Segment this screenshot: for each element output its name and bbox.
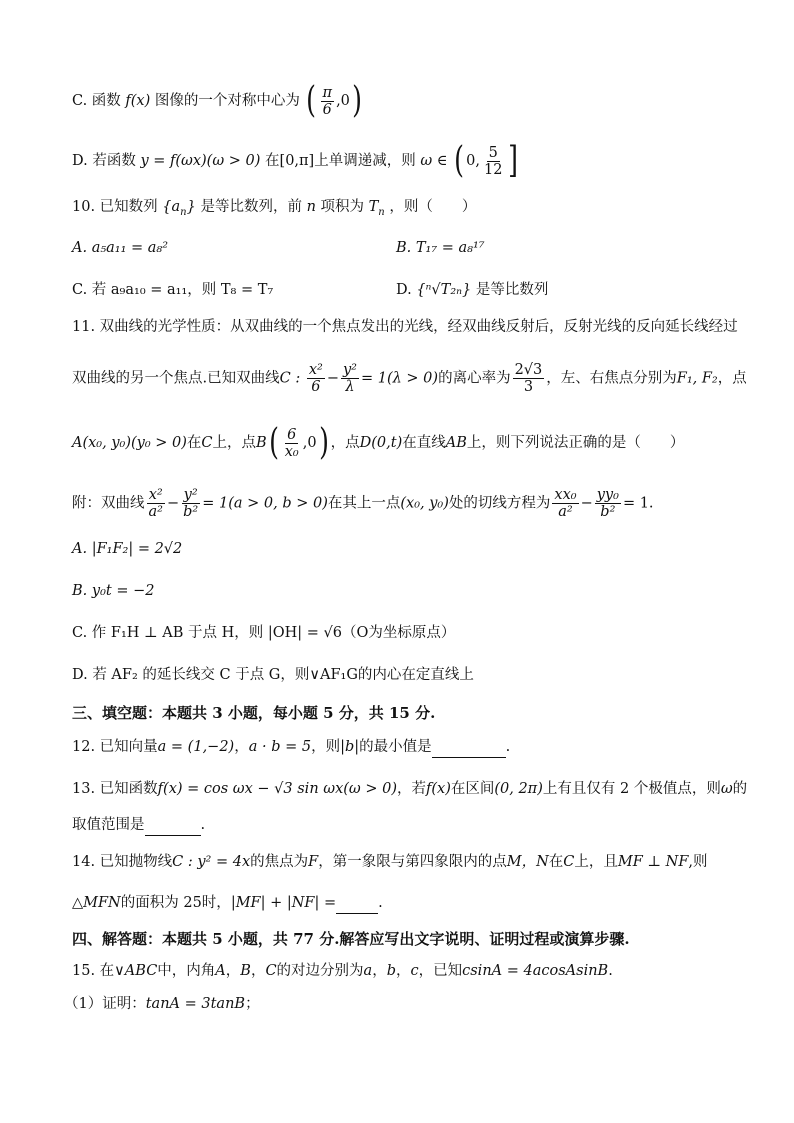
section-3-heading: 三、填空题：本题共 3 小题，每小题 5 分，共 15 分.: [72, 704, 436, 722]
answer-blank: [145, 815, 201, 836]
option-c-q9: C. 函数 f(x) 图像的一个对称中心为 ( $\frac{\pi}{6}$ ,0): [72, 80, 362, 121]
answer-blank: [432, 737, 506, 758]
option-c-q10: C. 若 a₉a₁₀ = a₁₁，则 T₈ = T₇: [72, 282, 274, 298]
option-c-q11: C. 作 F₁H ⊥ AB 于点 H，则 |OH| = √6（O为坐标原点）: [72, 625, 456, 641]
question-11-attachment: 附：双曲线 $\frac{\text{x²}}{\text{a²}}$ − $\frac{\text{y²}}{\text{b²}}$ = 1(a > 0, b > 0)在其上一点(x₀, y₀)处的切线方程为 $\frac{\text{xx₀}}{\text{a²}}$ − $\frac{\text{yy₀}}{\text{b²}}$ = 1.: [72, 487, 654, 520]
question-14-line-2: △MFN的面积为 25时，|MF| + |NF| = .: [72, 893, 383, 914]
function-fx: f(x): [125, 93, 151, 109]
left-paren: (: [306, 80, 317, 121]
fraction-5-12: $\frac{5}{12}$: [484, 144, 503, 178]
option-b-q11: B. y₀t = −2: [72, 583, 155, 599]
question-11-line-2: 双曲线的另一个焦点.已知双曲线C : $\frac{\text{x²}}{6}$ − $\frac{\text{y²}}{\lambda}$ = 1(λ > 0)的离心率为 $\frac{2√3}{3}$ ，左、右焦点分别为F₁, F₂，点: [72, 362, 747, 395]
option-a-q10: A. a₅a₁₁ = a₈²: [72, 240, 169, 256]
question-13-line-1: 13. 已知函数f(x) = cos ωx − √3 sin ωx(ω > 0)，若f(x)在区间(0, 2π)上有且仅有 2 个极值点，则ω的: [72, 781, 748, 797]
section-4-heading: 四、解答题：本题共 5 小题，共 77 分.解答应写出文字说明、证明过程或演算步骤.: [72, 930, 630, 948]
question-10-stem: 10. 已知数列 $\{a_n\}$ 是等比数列，前 n 项积为 $T_n$ ，则（ ）: [72, 199, 477, 218]
option-d-q9: D. 若函数 y = f(ωx)(ω > 0) 在[0,π]上单调递减，则 ω ∈ ( 0, $\frac{5}{12}$ ]: [72, 140, 519, 181]
question-15-part-1: （1）证明：tanA = 3tanB；: [64, 996, 260, 1012]
question-12: 12. 已知向量a = (1,−2)，a · b = 5，则|b|的最小值是 .: [72, 737, 510, 758]
option-b-q10: B. T₁₇ = a₈¹⁷: [396, 240, 485, 256]
answer-blank: [336, 893, 378, 914]
right-paren: ): [352, 80, 362, 121]
question-14-line-1: 14. 已知抛物线C : y² = 4x的焦点为F，第一象限与第四象限内的点M，N在C上，且MF ⊥ NF,则: [72, 854, 708, 870]
question-11-line-3: A(x₀, y₀)(y₀ > 0)在C上，点B( $\frac{6}{\text{x₀}}$ ,0) ，点D(0,t)在直线AB上，则下列说法正确的是（ ）: [72, 422, 685, 463]
option-d-q10: D. {ⁿ√T₂ₙ} 是等比数列: [396, 282, 549, 298]
option-a-q11: A. |F₁F₂| = 2√2: [72, 541, 183, 557]
question-13-line-2: 取值范围是 .: [72, 815, 205, 836]
question-11-line-1: 11. 双曲线的光学性质：从双曲线的一个焦点发出的光线，经双曲线反射后，反射光线的反向延长线经过: [72, 319, 738, 335]
fraction-pi-6: $\frac{\pi}{6}$: [322, 84, 333, 118]
option-d-q11: D. 若 AF₂ 的延长线交 C 于点 G，则∨AF₁G的内心在定直线上: [72, 667, 474, 683]
question-15: 15. 在∨ABC中，内角A，B，C的对边分别为a，b，c，已知csinA = 4acosAsinB.: [72, 963, 613, 979]
